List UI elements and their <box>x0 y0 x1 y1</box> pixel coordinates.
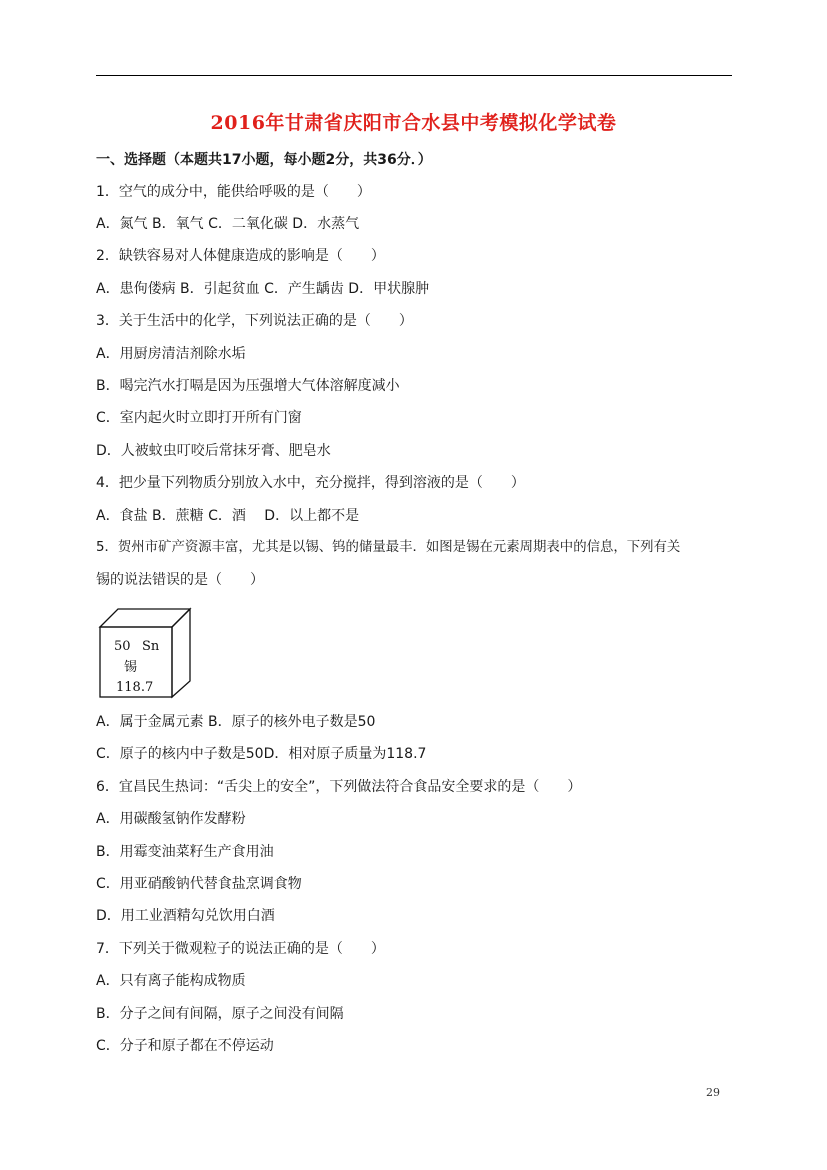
element-name: 锡 <box>124 660 138 675</box>
question-2-options: A．患佝偻病 B．引起贫血 C．产生龋齿 D．甲状腺肿 <box>96 281 430 297</box>
question-7-option-b: B．分子之间有间隔，原子之间没有间隔 <box>96 1006 344 1022</box>
tin-element-card-figure <box>96 605 196 701</box>
question-6: 6．宜昌民生热词：“舌尖上的安全”，下列做法符合食品安全要求的是（ ） <box>96 779 582 795</box>
question-1: 1．空气的成分中，能供给呼吸的是（ ） <box>96 184 371 200</box>
page-number: 29 <box>706 1086 720 1099</box>
question-7-option-c: C．分子和原子都在不停运动 <box>96 1038 274 1054</box>
question-3-option-b: B．喝完汽水打嗝是因为压强增大气体溶解度减小 <box>96 378 400 394</box>
question-6-option-c: C．用亚硝酸钠代替食盐烹调食物 <box>96 876 302 892</box>
question-6-option-b: B．用霉变油菜籽生产食用油 <box>96 844 274 860</box>
question-5-continued: 锡的说法错误的是（ ） <box>96 572 264 588</box>
question-3-option-d: D．人被蚊虫叮咬后常抹牙膏、肥皂水 <box>96 443 331 459</box>
question-3-option-a: A．用厨房清洁剂除水垢 <box>96 346 246 362</box>
question-5-options-ab: A．属于金属元素 B．原子的核外电子数是50 <box>96 714 376 730</box>
question-3: 3．关于生活中的化学，下列说法正确的是（ ） <box>96 313 413 329</box>
section-heading: 一、选择题（本题共17小题，每小题2分，共36分．） <box>96 152 432 168</box>
question-1-options: A．氮气 B．氧气 C．二氧化碳 D．水蒸气 <box>96 216 360 232</box>
question-4-options: A．食盐 B．蔗糖 C．酒 D．以上都不是 <box>96 508 360 524</box>
question-6-option-d: D．用工业酒精勾兑饮用白酒 <box>96 908 275 924</box>
atomic-number: 50 <box>114 639 131 654</box>
question-5: 5．贺州市矿产资源丰富，尤其是以锡、钨的储量最丰．如图是锡在元素周期表中的信息，下列有关 <box>96 540 681 555</box>
question-7: 7．下列关于微观粒子的说法正确的是（ ） <box>96 941 385 957</box>
question-6-option-a: A．用碳酸氢钠作发酵粉 <box>96 811 246 827</box>
question-4: 4．把少量下列物质分别放入水中，充分搅拌，得到溶液的是（ ） <box>96 475 525 491</box>
question-5-options-cd: C．原子的核内中子数是50D．相对原子质量为118.7 <box>96 746 427 762</box>
question-3-option-c: C．室内起火时立即打开所有门窗 <box>96 410 302 426</box>
page-title: 2016年甘肃省庆阳市合水县中考模拟化学试卷 <box>210 112 617 134</box>
element-symbol: Sn <box>142 639 160 654</box>
question-7-option-a: A．只有离子能构成物质 <box>96 973 246 989</box>
header-rule <box>96 75 732 76</box>
atomic-mass: 118.7 <box>116 680 154 695</box>
question-2: 2．缺铁容易对人体健康造成的影响是（ ） <box>96 248 385 264</box>
